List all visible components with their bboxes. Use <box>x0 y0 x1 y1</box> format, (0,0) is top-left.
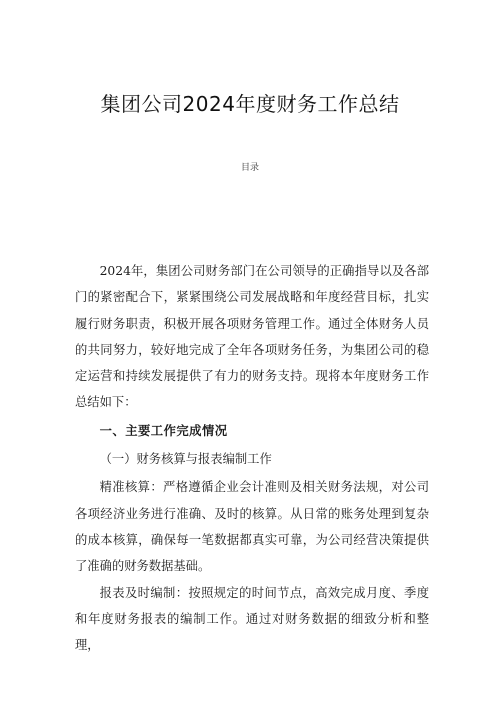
subsection-heading: （一）财务核算与报表编制工作 <box>99 452 272 467</box>
intro-paragraph: 2024年，集团公司财务部门在公司领导的正确指导以及各部门的紧密配合下，紧紧围绕公司发展战略和年度经营目标，扎实履行财务职责，积极开展各项财务管理工作。通过全体财务人员的共同努力，较好地完成了全年各项财务任务，为集团公司的稳定运营和持续发展提供了有力的财务支持。现将本年度财务工作总结如下： <box>75 264 429 410</box>
table-of-contents-label: 目录 <box>240 163 259 173</box>
document-title: 集团公司2024年度财务工作总结 <box>100 92 400 116</box>
accounting-paragraph: 精准核算：严格遵循企业会计准则及相关财务法规，对公司各项经济业务进行准确、及时的核算。从日常的账务处理到复杂的成本核算，确保每一笔数据都真实可靠，为公司经营决策提供了准确的财务数据基础。 <box>75 480 429 574</box>
document-body <box>75 258 429 658</box>
section-heading: 一、主要工作完成情况 <box>99 423 228 438</box>
reporting-paragraph: 报表及时编制：按照规定的时间节点，高效完成月度、季度和年度财务报表的编制工作。通过对财务数据的细致分析和整理， <box>75 585 429 653</box>
